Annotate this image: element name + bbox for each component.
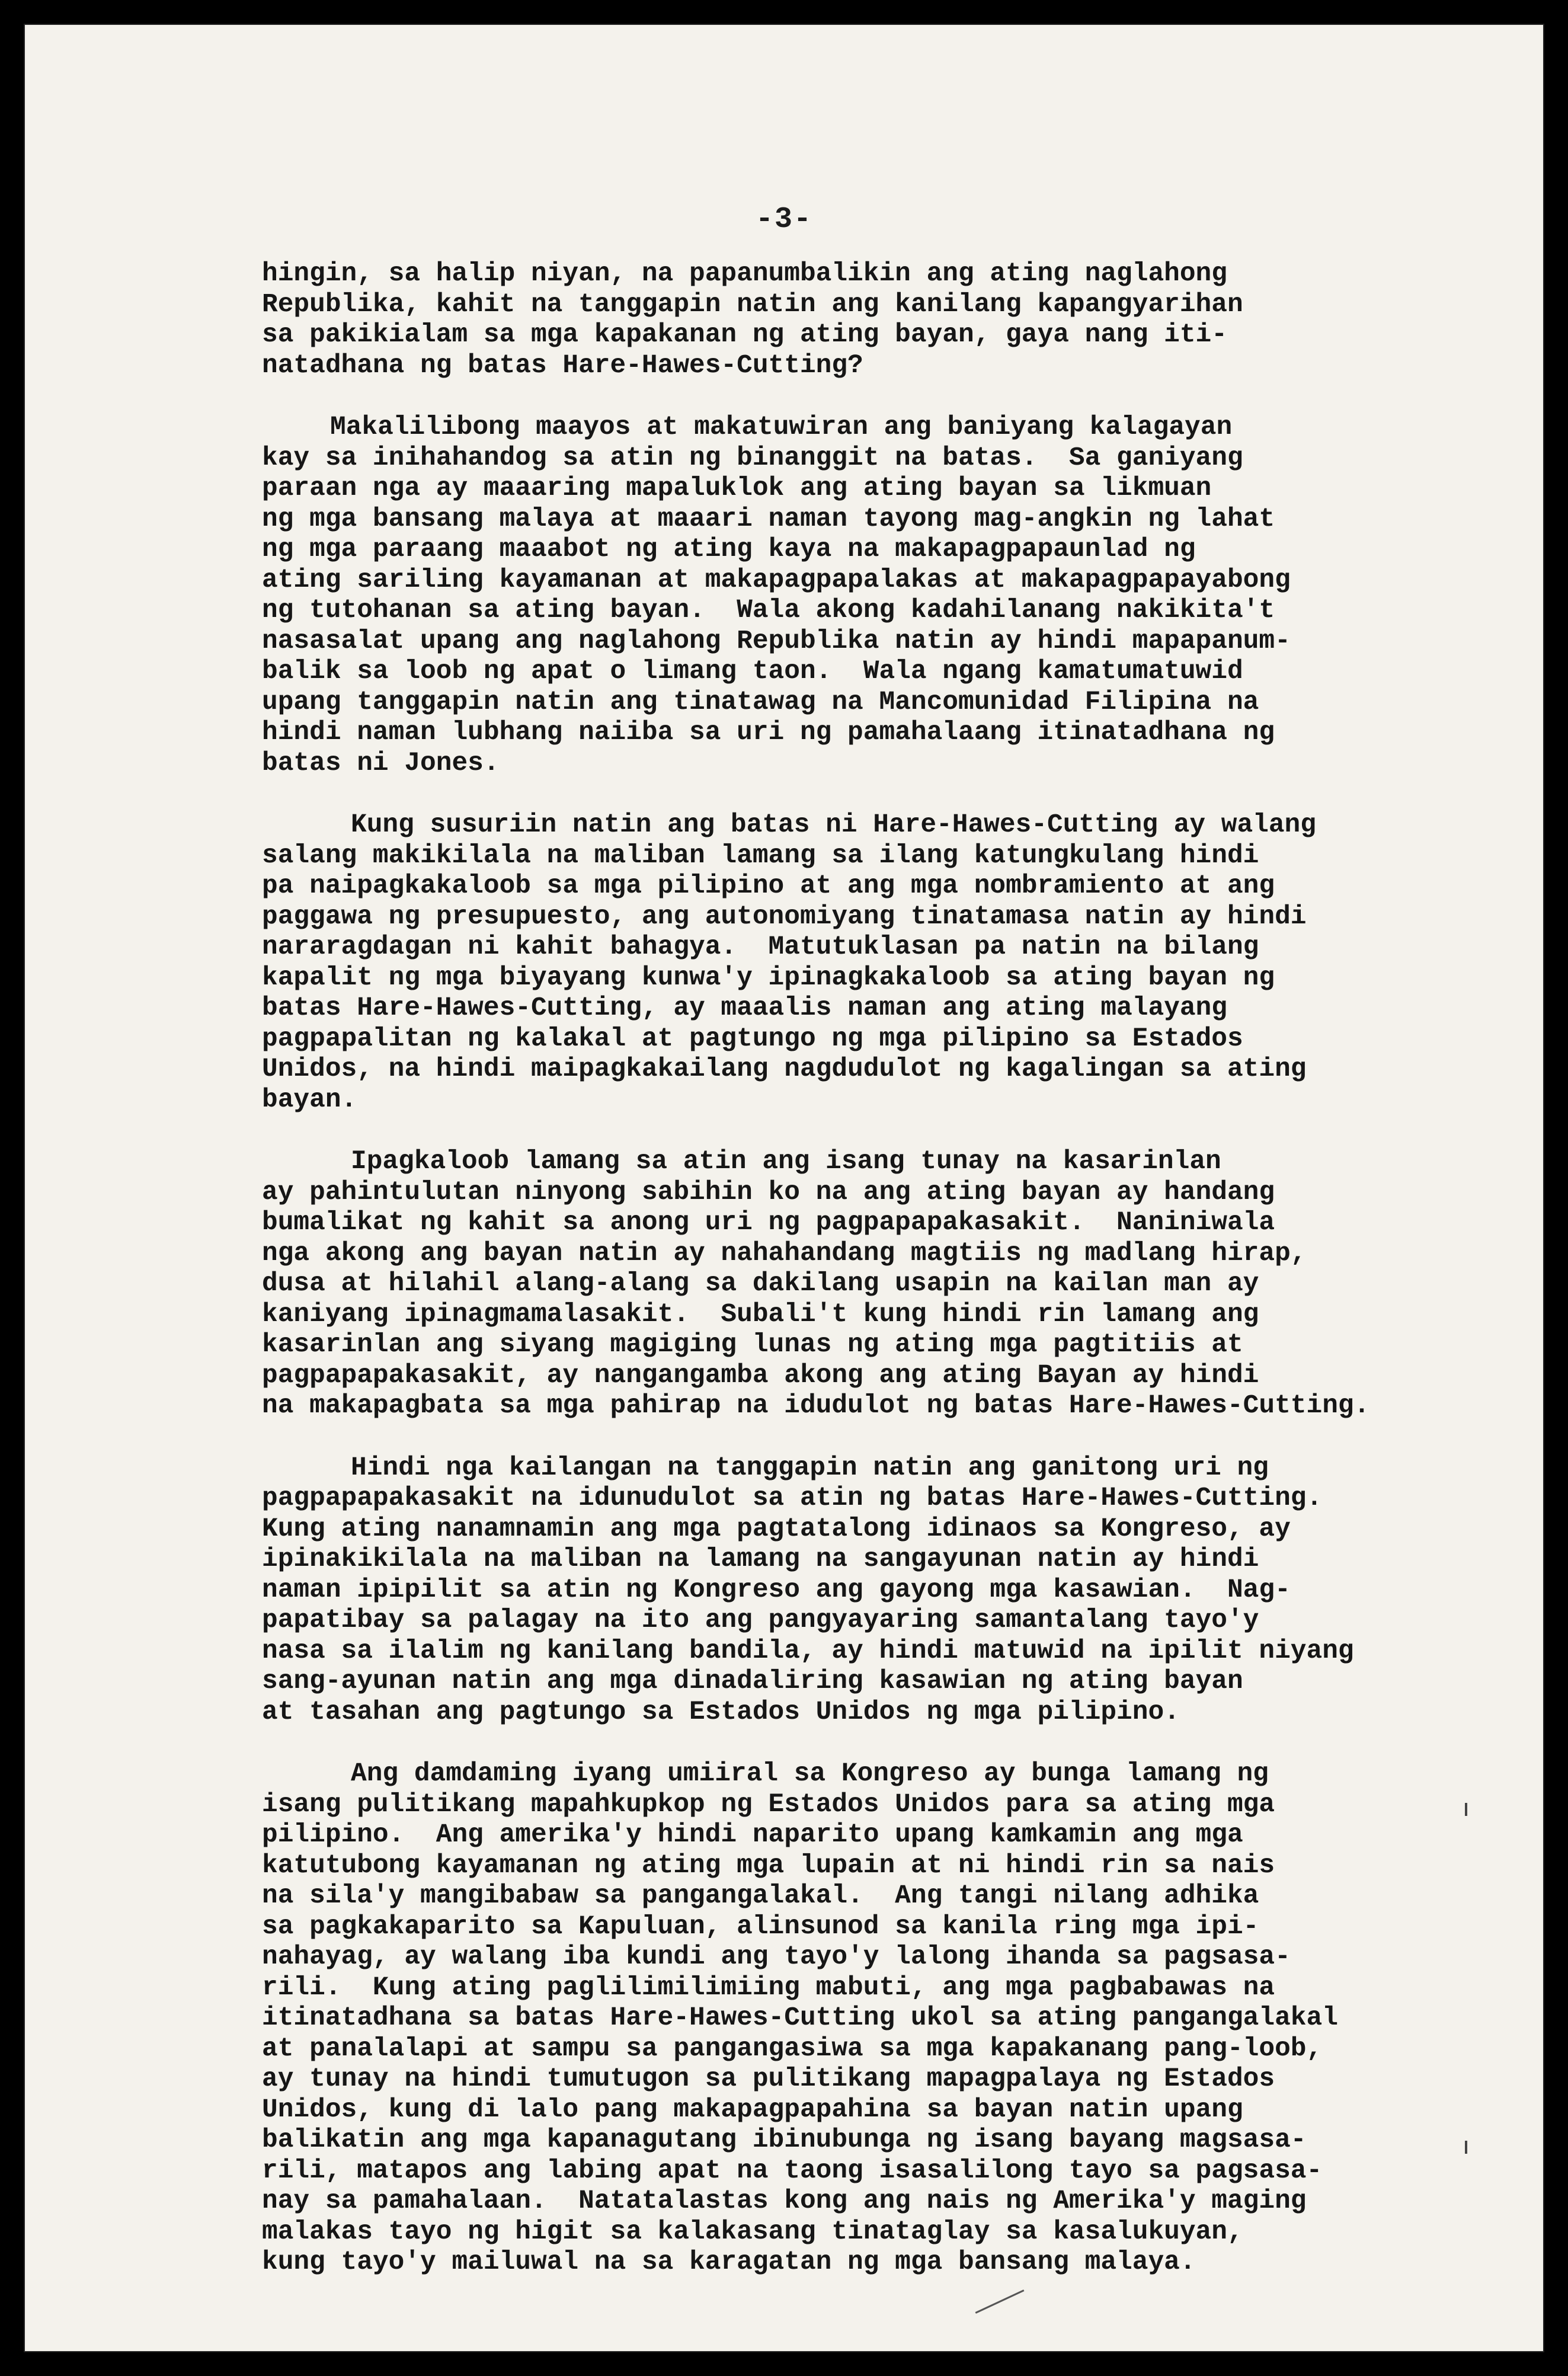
text-line: naman ipipilit sa atin ng Kongreso ang gayong mga kasawian. Nag-	[262, 1575, 1291, 1605]
text-line: natadhana ng batas Hare-Hawes-Cutting?	[262, 350, 863, 380]
text-line: papatibay sa palagay na ito ang pangyayaring samantalang tayo'y	[262, 1606, 1259, 1635]
text-line: kay sa inihahandog sa atin ng binanggit na batas. Sa ganiyang	[262, 443, 1243, 473]
text-line: balik sa loob ng apat o limang taon. Wala ngang kamatumatuwid	[262, 657, 1243, 686]
page-number: -3-	[755, 203, 812, 236]
paragraph-6	[262, 1759, 1512, 2278]
text-line: itinatadhana sa batas Hare-Hawes-Cutting ukol sa ating pangangalakal	[262, 2003, 1338, 2033]
text-line: malakas tayo ng higit sa kalakasang tinataglay sa kasalukuyan,	[262, 2217, 1243, 2247]
paragraph-1	[262, 259, 1512, 381]
text-line: isang pulitikang mapahkupkop ng Estados Unidos para sa ating mga	[262, 1789, 1275, 1819]
text-line: Ipagkaloob lamang sa atin ang isang tunay na kasarinlan	[351, 1147, 1221, 1176]
margin-tick-mark	[1465, 1803, 1467, 1816]
text-line: batas Hare-Hawes-Cutting, ay maaalis naman ang ating malayang	[262, 993, 1227, 1023]
text-line: rili, matapos ang labing apat na taong isasalilong tayo sa pagsasa-	[262, 2156, 1323, 2186]
text-line: sa pakikialam sa mga kapakanan ng ating bayan, gaya nang iti-	[262, 320, 1227, 350]
text-line: paggawa ng presupuesto, ang autonomiyang tinatamasa natin ay hindi	[262, 901, 1307, 932]
text-line: at panalalapi at sampu sa pangangasiwa sa mga kapakanang pang-loob,	[262, 2033, 1323, 2064]
typewritten-page	[24, 24, 1544, 2352]
paragraph-4	[262, 1147, 1512, 1422]
text-line: ay pahintulutan ninyong sabihin ko na ang ating bayan ay handang	[262, 1177, 1275, 1207]
text-line: nga akong ang bayan natin ay nahahandang magtiis ng madlang hirap,	[262, 1238, 1307, 1268]
text-line: ng mga paraang maaabot ng ating kaya na makapagpapaunlad ng	[262, 535, 1196, 564]
text-line: nay sa pamahalaan. Natatalastas kong ang nais ng Amerika'y maging	[262, 2186, 1307, 2216]
text-line: nasasalat upang ang naglahong Republika natin ay hindi mapapanum-	[262, 626, 1291, 656]
text-line: ay tunay na hindi tumutugon sa pulitikang mapagpalaya ng Estados	[262, 2064, 1275, 2094]
text-line: bumalikat ng kahit sa anong uri ng pagpapapakasakit. Naniniwala	[262, 1208, 1275, 1237]
text-line: upang tanggapin natin ang tinatawag na Mancomunidad Filipina na	[262, 687, 1259, 717]
text-line: ng mga bansang malaya at maaari naman tayong mag-angkin ng lahat	[262, 504, 1275, 534]
text-line: pagpapalitan ng kalakal at pagtungo ng mga pilipino sa Estados	[262, 1024, 1243, 1054]
text-line: ng tutohanan sa ating bayan. Wala akong kadahilanang nakikita't	[262, 596, 1275, 625]
paragraph-3	[262, 810, 1512, 1115]
text-line: pa naipagkakaloob sa mga pilipino at ang mga nombramiento at ang	[262, 871, 1275, 901]
text-line: pagpapapakasakit, ay nangangamba akong ang ating Bayan ay hindi	[262, 1360, 1259, 1390]
text-line: kapalit ng mga biyayang kunwa'y ipinagkakaloob sa ating bayan ng	[262, 962, 1275, 993]
text-line: rili. Kung ating paglilimilimiing mabuti, ang mga pagbabawas na	[262, 1972, 1275, 2003]
text-line: katutubong kayamanan ng ating mga lupain at ni hindi rin sa nais	[262, 1850, 1275, 1881]
text-line: balikatin ang mga kapanagutang ibinubunga ng isang bayang magsasa-	[262, 2125, 1307, 2155]
text-line: Unidos, na hindi maipagkakailang nagdudulot ng kagalingan sa ating	[262, 1054, 1307, 1084]
text-line: kasarinlan ang siyang magiging lunas ng ating mga pagtitiis at	[262, 1330, 1243, 1360]
text-line: kung tayo'y mailuwal na sa karagatan ng mga bansang malaya.	[262, 2247, 1196, 2277]
text-line: nasa sa ilalim ng kanilang bandila, ay hindi matuwid na ipilit niyang	[262, 1636, 1354, 1666]
text-line: sa pagkakaparito sa Kapuluan, alinsunod sa kanila ring mga ipi-	[262, 1911, 1259, 1942]
text-line: Kung ating nanamnamin ang mga pagtatalong idinaos sa Kongreso, ay	[262, 1514, 1291, 1544]
text-line: hindi naman lubhang naiiba sa uri ng pamahalaang itinatadhana ng	[262, 718, 1275, 747]
paragraph-2	[262, 412, 1512, 779]
text-line: Makalilibong maayos at makatuwiran ang baniyang kalagayan	[330, 412, 1233, 442]
text-line: Republika, kahit na tanggapin natin ang kanilang kapangyarihan	[262, 289, 1243, 319]
text-line: batas ni Jones.	[262, 748, 500, 778]
text-line: paraan nga ay maaaring mapaluklok ang ating bayan sa likmuan	[262, 474, 1212, 503]
text-line: nahayag, ay walang iba kundi ang tayo'y lalong ihanda sa pagsasa-	[262, 1942, 1291, 1972]
text-line: kaniyang ipinagmamalasakit. Subali't kung hindi rin lamang ang	[262, 1299, 1259, 1329]
text-line: at tasahan ang pagtungo sa Estados Unidos ng mga pilipino.	[262, 1697, 1180, 1727]
text-line: bayan.	[262, 1085, 357, 1115]
text-line: salang makikilala na maliban lamang sa ilang katungkulang hindi	[262, 840, 1259, 871]
paragraph-5	[262, 1453, 1512, 1728]
text-line: pagpapapakasakit na idunudulot sa atin ng batas Hare-Hawes-Cutting.	[262, 1483, 1323, 1513]
text-line: dusa at hilahil alang-alang sa dakilang usapin na kailan man ay	[262, 1269, 1259, 1299]
text-line: na makapagbata sa mga pahirap na idudulot ng batas Hare-Hawes-Cutting.	[262, 1391, 1370, 1421]
text-line: Kung susuriin natin ang batas ni Hare-Hawes-Cutting ay walang	[351, 810, 1316, 840]
text-line: na sila'y mangibabaw sa pangangalakal. Ang tangi nilang adhika	[262, 1881, 1259, 1911]
text-line: Ang damdaming iyang umiiral sa Kongreso ay bunga lamang ng	[351, 1759, 1269, 1789]
document-body	[262, 259, 1512, 2310]
text-line: hingin, sa halip niyan, na papanumbalikin ang ating naglahong	[262, 259, 1227, 289]
text-line: Hindi nga kailangan na tanggapin natin ang ganitong uri ng	[351, 1453, 1269, 1483]
text-line: ipinakikilala na maliban na lamang na sangayunan natin ay hindi	[262, 1544, 1259, 1574]
text-line: nararagdagan ni kahit bahagya. Matutuklasan pa natin na bilang	[262, 932, 1259, 962]
text-line: Unidos, kung di lalo pang makapagpapahina sa bayan natin upang	[262, 2094, 1243, 2125]
margin-tick-mark	[1465, 2141, 1467, 2154]
text-line: ating sariling kayamanan at makapagpapalakas at makapagpapayabong	[262, 565, 1291, 595]
text-line: pilipino. Ang amerika'y hindi naparito upang kamkamin ang mga	[262, 1820, 1243, 1850]
text-line: sang-ayunan natin ang mga dinadaliring kasawian ng ating bayan	[262, 1667, 1243, 1696]
